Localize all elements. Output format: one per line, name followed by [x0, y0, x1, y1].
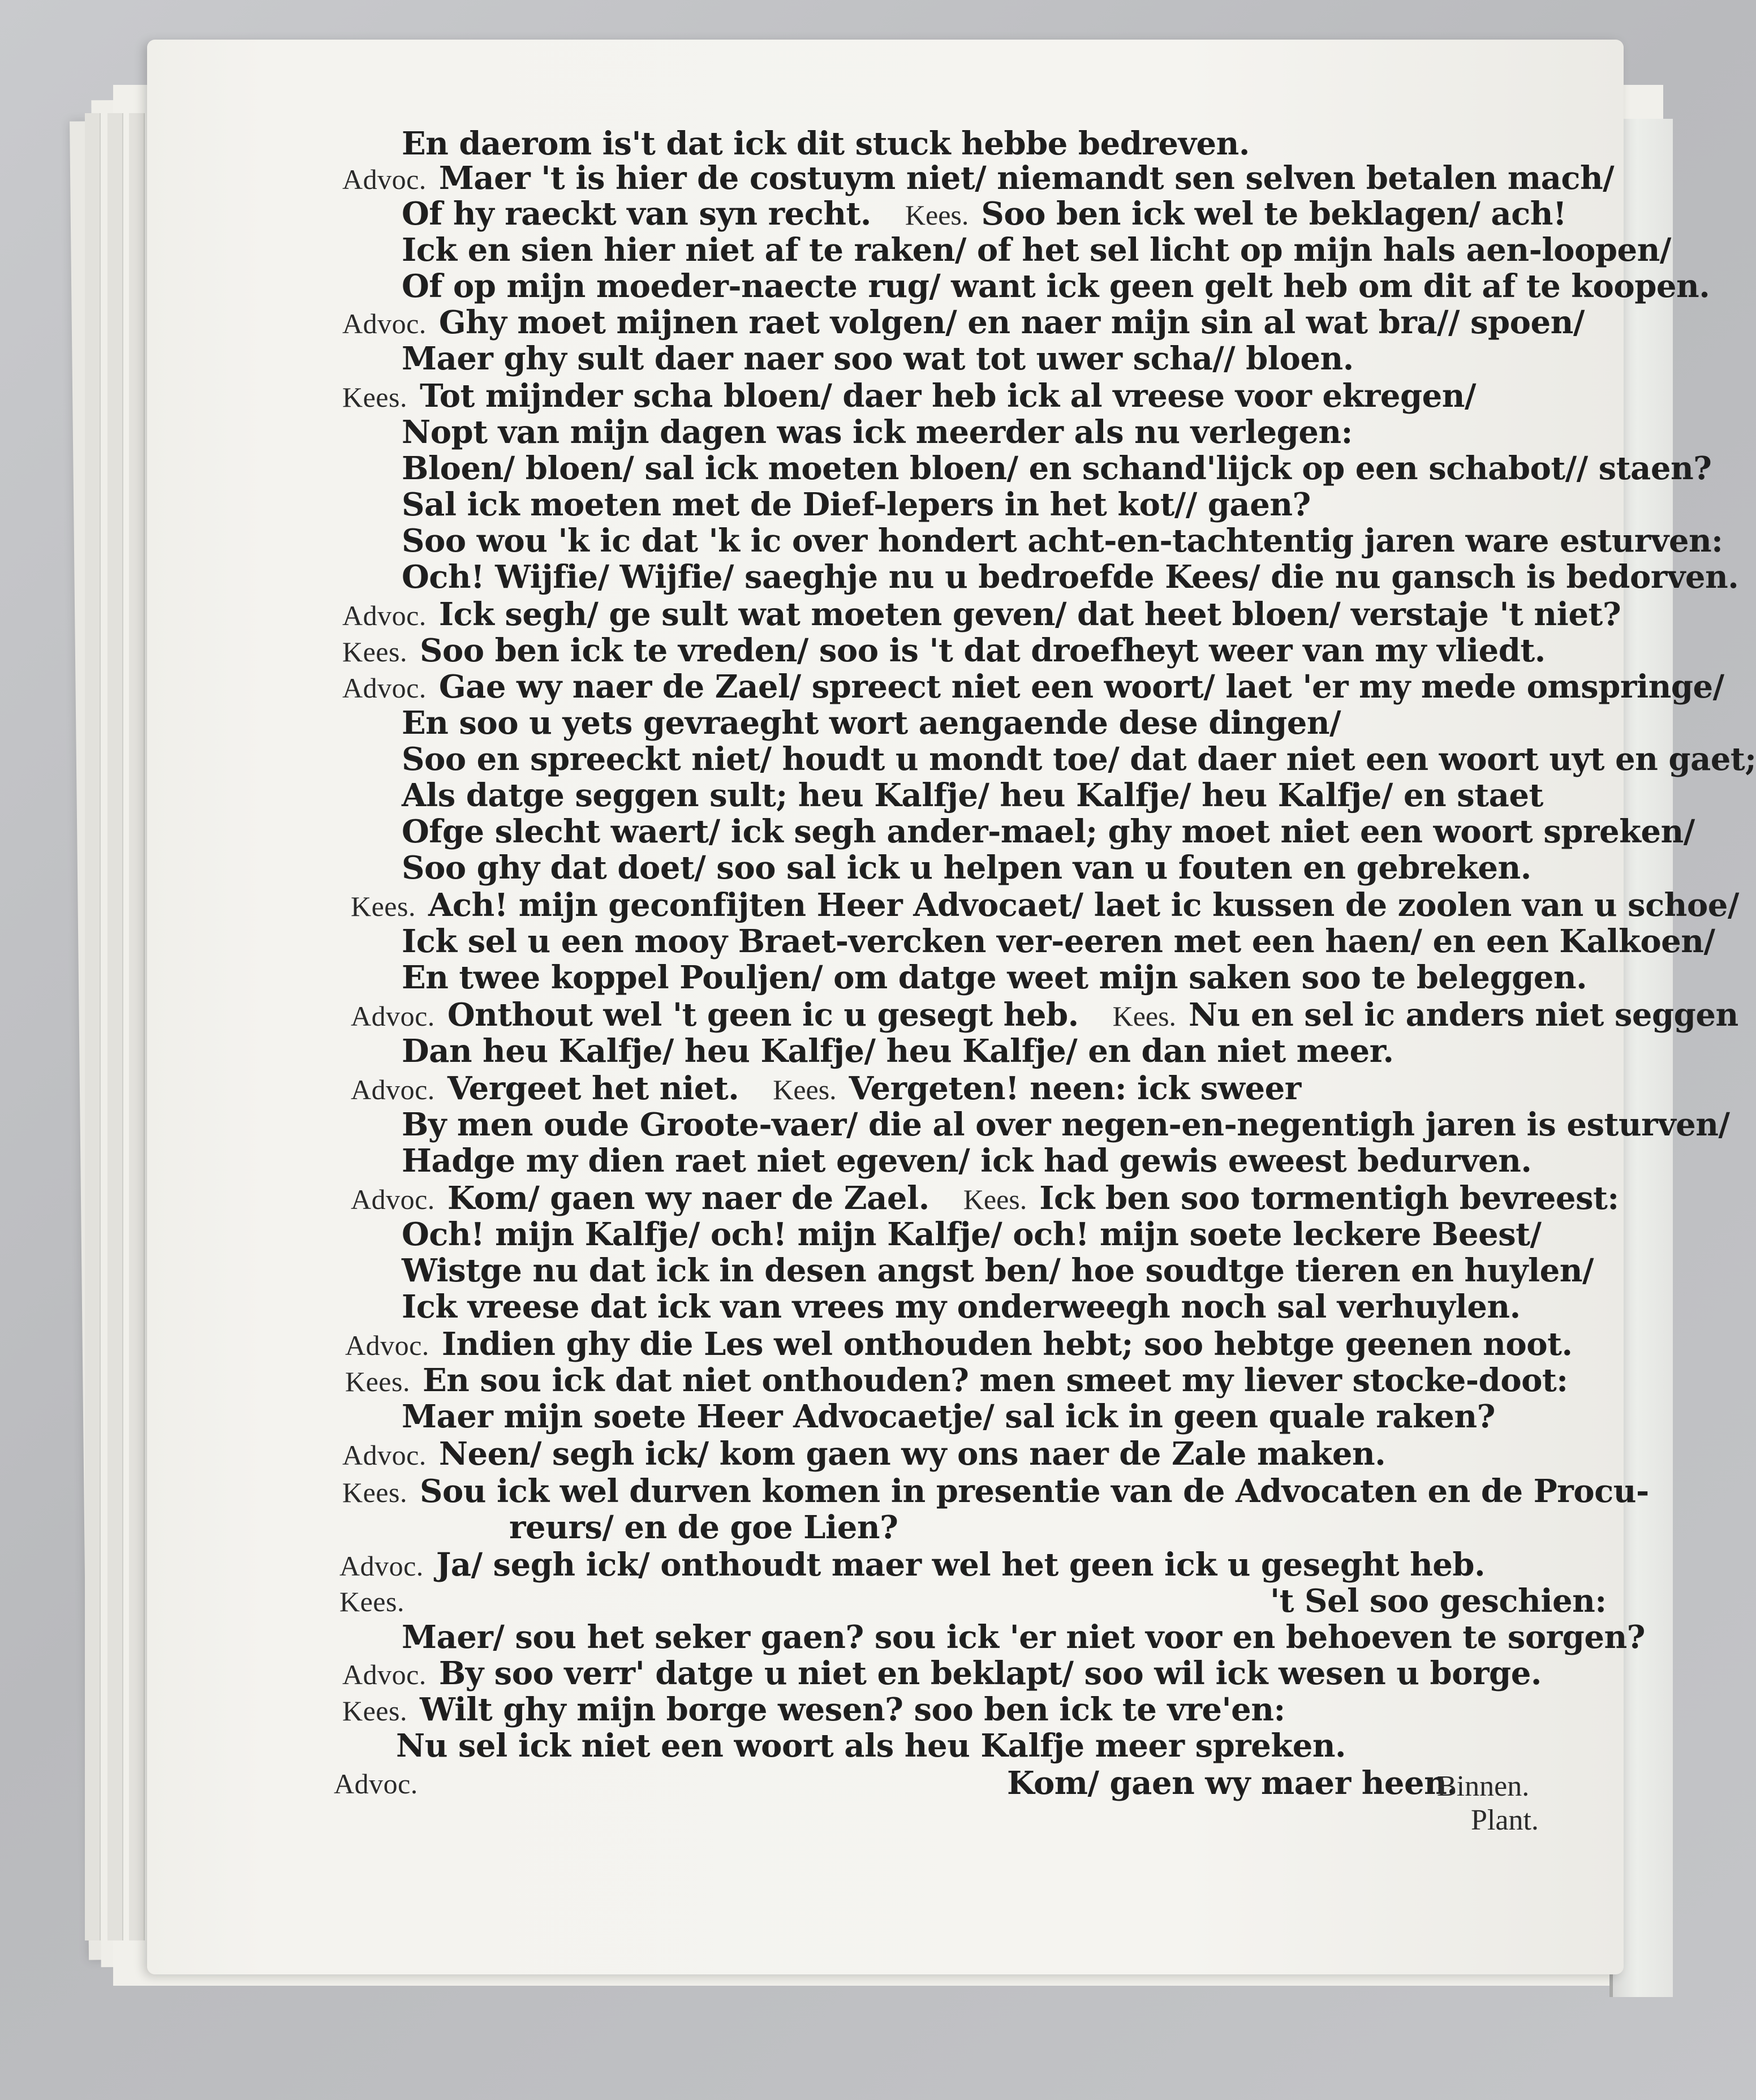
verse-text: Of op mijn moeder-naecte rug/ want ick geen gelt heb om dit af te koopen. — [402, 268, 1710, 305]
verse-line — [1007, 1765, 1457, 1802]
verse-text: Soo ben ick wel te beklagen/ ach! — [981, 195, 1567, 233]
verse-text: Onthout wel 't geen ic u gesegt heb. — [447, 996, 1079, 1034]
verse-line — [402, 196, 1566, 233]
verse-text: Soo en spreeckt niet/ houdt u mondt toe/ dat daer niet een woort uyt en gaet; — [402, 741, 1756, 778]
verse-line — [402, 1107, 1729, 1143]
verse-line — [334, 1765, 431, 1802]
verse-line — [402, 923, 1715, 960]
verse-text: Nu sel ick niet een woort als heu Kalfje meer spreken. — [396, 1727, 1346, 1765]
verse-line — [402, 414, 1353, 451]
verse-text: Och! Wijfie/ Wijfie/ saeghje nu u bedroefde Kees/ die nu gansch is bedorven. — [402, 558, 1739, 596]
verse-text: Ja/ segh ick/ onthoudt maer wel het geen ick u geseght heb. — [436, 1546, 1486, 1583]
verse-line — [342, 1473, 1649, 1511]
verse-text: Ick sel u een mooy Braet-vercken ver-eeren met een haen/ en een Kalkoen/ — [402, 923, 1715, 960]
verse-line — [402, 959, 1587, 996]
verse-line — [342, 304, 1585, 342]
verse-line — [342, 1692, 1285, 1729]
speaker-label: Advoc. — [342, 308, 427, 339]
speaker-label: Kees. — [342, 636, 407, 668]
speaker-label: Advoc. — [342, 672, 427, 704]
speaker-label: Advoc. — [351, 1000, 435, 1032]
verse-line — [1270, 1583, 1607, 1620]
verse-line — [402, 487, 1311, 523]
speaker-label: Kees. — [905, 199, 969, 231]
speaker-label: Advoc. — [342, 163, 427, 195]
verse-line — [342, 596, 1621, 634]
verse-line — [509, 1509, 898, 1546]
verse-text: Als datge seggen sult; heu Kalfje/ heu Kalfje/ heu Kalfje/ en staet — [402, 777, 1543, 814]
verse-line — [339, 1583, 417, 1620]
verse-line — [345, 1362, 1568, 1400]
verse-line — [402, 777, 1543, 814]
verse-text: Maer/ sou het seker gaen? sou ick 'er niet voor en behoeven te sorgen? — [402, 1619, 1645, 1656]
verse-line — [402, 1253, 1594, 1289]
verse-text: Soo ben ick te vreden/ soo is 't dat droefheyt weer van my vliedt. — [419, 632, 1546, 669]
verse-text: En soo u yets gevraeght wort aengaende dese dingen/ — [402, 704, 1341, 742]
verse-text: Nu en sel ic anders niet seggen — [1189, 996, 1738, 1034]
printed-page — [147, 40, 1756, 1974]
stage-direction: Binnen. — [1437, 1770, 1530, 1802]
verse-line — [402, 268, 1710, 305]
verse-text: Sal ick moeten met de Dief-lepers in het kot// gaen? — [402, 486, 1311, 523]
verse-line — [402, 559, 1738, 596]
verse-text: Neen/ segh ick/ kom gaen wy ons naer de Zale maken. — [438, 1435, 1386, 1473]
verse-line — [342, 632, 1546, 670]
verse-text: Kom/ gaen wy maer heen. — [1007, 1765, 1458, 1802]
verse-text: En sou ick dat niet onthouden? men smeet my liever stocke-doot: — [422, 1362, 1568, 1399]
verse-text: By men oude Groote-vaer/ die al over negen-en-negentigh jaren is esturven/ — [402, 1106, 1730, 1143]
verse-text: Of hy raeckt van syn recht. — [402, 195, 871, 233]
verse-line — [342, 1655, 1542, 1693]
verse-line — [351, 1180, 1619, 1217]
speaker-label: Advoc. — [342, 1659, 427, 1690]
speaker-label: Advoc. — [339, 1550, 424, 1582]
verse-text: Ofge slecht waert/ ick segh ander-mael; ghy moet niet een woort spreken/ — [402, 813, 1695, 850]
verse-text: Tot mijnder scha bloen/ daer heb ick al vreese voor ekregen/ — [419, 377, 1476, 415]
verse-line — [402, 523, 1723, 560]
verse-text: Wistge nu dat ick in desen angst ben/ hoe soudtge tieren en huylen/ — [402, 1252, 1594, 1289]
speaker-label: Advoc. — [334, 1768, 418, 1800]
verse-text: Vergeet het niet. — [447, 1070, 739, 1107]
play-text — [147, 40, 1756, 1974]
verse-text: Ick en sien hier niet af te raken/ of het sel licht op mijn hals aen-loopen/ — [402, 231, 1671, 269]
verse-text: Sou ick wel durven komen in presentie van de Advocaten en de Procu- — [419, 1473, 1649, 1510]
verse-line — [402, 814, 1695, 850]
verse-text: Wilt ghy mijn borge wesen? soo ben ick te vre'en: — [419, 1691, 1285, 1728]
speaker-label: Kees. — [342, 381, 407, 413]
speaker-label: Advoc. — [342, 1439, 427, 1471]
speaker-label: Kees. — [342, 1477, 407, 1508]
verse-text: En daerom is't dat ick dit stuck hebbe bedreven. — [402, 125, 1250, 162]
verse-line — [342, 669, 1724, 706]
verse-line — [402, 1033, 1394, 1070]
verse-text: Indien ghy die Les wel onthouden hebt; soo hebtge geenen noot. — [441, 1326, 1573, 1363]
verse-text: Ghy moet mijnen raet volgen/ en naer mijn sin al wat bra// spoen/ — [438, 304, 1585, 341]
verse-text: En twee koppel Pouljen/ om datge weet mijn saken soo te beleggen. — [402, 959, 1587, 996]
speaker-label: Advoc. — [351, 1184, 435, 1215]
verse-text: Hadge my dien raet niet egeven/ ick had gewis eweest bedurven. — [402, 1142, 1532, 1180]
verse-line — [396, 1728, 1346, 1765]
verse-text: Gae wy naer de Zael/ spreect niet een woort/ laet 'er my mede omspringe/ — [438, 668, 1724, 705]
verse-line — [342, 1436, 1385, 1473]
verse-line — [339, 1547, 1485, 1584]
verse-line — [402, 1216, 1541, 1253]
verse-line — [402, 1619, 1645, 1656]
verse-line — [402, 126, 1250, 162]
verse-text: Dan heu Kalfje/ heu Kalfje/ heu Kalfje/ en dan niet meer. — [402, 1032, 1394, 1070]
catchword: Plant. — [1471, 1804, 1539, 1836]
verse-line — [342, 378, 1476, 415]
verse-line — [351, 997, 1738, 1034]
verse-text: Soo wou 'k ic dat 'k ic over hondert acht-en-tachtentig jaren ware esturven: — [402, 522, 1723, 560]
verse-line — [345, 1326, 1572, 1363]
speaker-label: Advoc. — [342, 600, 427, 631]
verse-text: Soo ghy dat doet/ soo sal ick u helpen van u fouten en gebreken. — [402, 849, 1531, 887]
verse-line — [402, 1143, 1531, 1180]
speaker-label: Kees. — [351, 890, 416, 922]
speaker-label: Kees. — [1112, 1000, 1177, 1032]
verse-line — [402, 1398, 1495, 1435]
speaker-label: Kees. — [339, 1586, 404, 1617]
page-edge — [129, 113, 145, 1940]
page-edge — [107, 113, 123, 1940]
verse-text: Maer 't is hier de costuym niet/ niemandt sen selven betalen mach/ — [438, 160, 1615, 197]
verse-line — [351, 887, 1739, 924]
verse-text: Ick ben soo tormentigh bevreest: — [1039, 1180, 1619, 1217]
speaker-label: Kees. — [963, 1184, 1027, 1215]
verse-text: Ick segh/ ge sult wat moeten geven/ dat heet bloen/ verstaje 't niet? — [438, 596, 1621, 633]
speaker-label: Kees. — [773, 1074, 837, 1105]
page-edge — [85, 113, 101, 1940]
verse-text: 't Sel soo geschien: — [1270, 1582, 1607, 1620]
verse-line — [402, 341, 1354, 377]
verse-line — [402, 450, 1711, 487]
verse-line — [402, 741, 1756, 778]
verse-text: Bloen/ bloen/ sal ick moeten bloen/ en schand'lijck op een schabot// staen? — [402, 450, 1712, 487]
verse-text: Nopt van mijn dagen was ick meerder als nu verlegen: — [402, 414, 1353, 451]
verse-text: Maer ghy sult daer naer soo wat tot uwer scha// bloen. — [402, 340, 1354, 377]
verse-line — [402, 705, 1341, 742]
speaker-label: Advoc. — [345, 1329, 429, 1361]
verse-line — [351, 1070, 1301, 1108]
speaker-label: Kees. — [345, 1366, 410, 1397]
verse-text: Och! mijn Kalfje/ och! mijn Kalfje/ och! mijn soete leckere Beest/ — [402, 1216, 1542, 1253]
verse-text: Ick vreese dat ick van vrees my onderweegh noch sal verhuylen. — [402, 1288, 1521, 1326]
verse-line — [402, 1289, 1521, 1326]
verse-line — [402, 850, 1531, 887]
verse-text: Kom/ gaen wy naer de Zael. — [447, 1180, 929, 1217]
verse-line — [402, 232, 1671, 269]
verse-text: By soo verr' datge u niet en beklapt/ soo wil ick wesen u borge. — [438, 1655, 1542, 1692]
speaker-label: Advoc. — [351, 1074, 435, 1105]
verse-text: Vergeten! neen: ick sweer — [849, 1070, 1301, 1107]
verse-text: reurs/ en de goe Lien? — [509, 1509, 898, 1546]
verse-text: Maer mijn soete Heer Advocaetje/ sal ick in geen quale raken? — [402, 1398, 1495, 1435]
verse-line — [342, 160, 1614, 197]
speaker-label: Kees. — [342, 1695, 407, 1727]
verse-text: Ach! mijn geconfijten Heer Advocaet/ laet ic kussen de zoolen van u schoe/ — [428, 887, 1739, 924]
